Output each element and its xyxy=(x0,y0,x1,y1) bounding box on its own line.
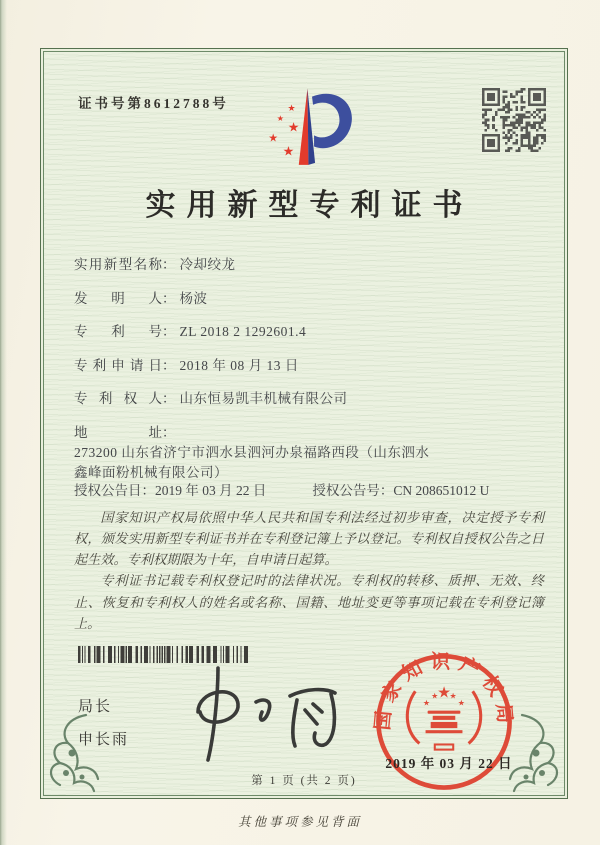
certificate-title: 实用新型专利证书 xyxy=(145,189,474,222)
page-number: 第 1 页 (共 2 页) xyxy=(251,775,357,787)
field-value: 273200 山东省济宁市泗水县泗河办泉福路西段（山东泗水鑫峰面粉机械有限公司） xyxy=(74,444,430,480)
svg-text:★: ★ xyxy=(422,698,431,708)
field-label: 地址 xyxy=(74,424,162,440)
field-value: ZL 2018 2 1292601.4 xyxy=(179,324,307,339)
grant-number: 授权公告号：CN 208651012 U xyxy=(312,483,490,498)
qr-code-icon xyxy=(482,88,546,152)
legal-paragraph-2: 专利证书记载专利权登记时的法律状况。专利权的转移、质押、无效、终止、恢复和专利权人的姓名或名称、国籍、地址变更等事项记载在专利登记簿上。 xyxy=(74,573,544,631)
field-value: 冷却绞龙 xyxy=(179,257,236,272)
field-row-inventor: 发明人： 杨波 xyxy=(74,289,544,309)
cnipa-patent-logo-icon xyxy=(256,60,366,172)
field-value: 杨波 xyxy=(179,290,208,306)
field-label: 发明人 xyxy=(74,290,162,306)
director-title: 局长 xyxy=(78,698,113,715)
svg-text:★: ★ xyxy=(287,119,300,135)
field-value: 2018 年 08 月 13 日 xyxy=(179,357,299,373)
field-row-patentee: 专利权人： 山东恒易凯丰机械有限公司 xyxy=(74,389,544,409)
scan-edge xyxy=(0,0,7,845)
svg-text:国家知识产权局: 国家知识产权局 xyxy=(372,652,516,732)
svg-text:★: ★ xyxy=(431,691,439,701)
grant-date: 授权公告日：2019 年 03 月 22 日 xyxy=(74,483,267,498)
grant-row xyxy=(74,479,554,499)
field-row-patent-no: 专利号： ZL 2018 2 1292601.4 xyxy=(74,322,544,342)
certificate-inner xyxy=(43,51,565,796)
svg-text:★: ★ xyxy=(276,114,285,124)
field-row-address: 地址：273200 山东省济宁市泗水县泗河办泉福路西段（山东泗水鑫峰面粉机械有限公司） xyxy=(74,423,544,483)
field-label: 专利号 xyxy=(74,324,162,339)
field-label: 实用新型名称 xyxy=(74,257,162,272)
legal-paragraph-1: 国家知识产权局依照中华人民共和国专利法经过初步审查，决定授予专利权，颁发实用新型专利证书并在专利登记簿上予以登记。专利权自授权公告之日起生效。专利权期限为十年，自申请日起算。 xyxy=(74,510,544,568)
svg-text:★: ★ xyxy=(457,698,466,708)
svg-text:★: ★ xyxy=(287,102,296,113)
seal-date: 2019 年 03 月 22 日 xyxy=(385,756,513,771)
svg-text:★: ★ xyxy=(268,132,279,145)
field-label: 专利申请日 xyxy=(74,357,162,373)
certificate-frame xyxy=(40,48,568,799)
field-row-name: 实用新型名称： 冷却绞龙 xyxy=(74,255,544,275)
field-label: 专利权人 xyxy=(74,391,162,406)
director-name: 申长雨 xyxy=(78,731,130,748)
certificate-number: 证书号第8612788号 xyxy=(78,96,229,111)
legal-text xyxy=(74,507,544,634)
svg-text:★: ★ xyxy=(282,143,295,159)
field-list xyxy=(74,255,544,496)
svg-text:★: ★ xyxy=(437,684,451,702)
field-value: 山东恒易凯丰机械有限公司 xyxy=(179,391,348,406)
director-signature xyxy=(154,650,354,770)
field-row-filing-date: 专利申请日： 2018 年 08 月 13 日 xyxy=(74,356,544,376)
svg-text:★: ★ xyxy=(449,691,457,701)
back-note: 其他事项参见背面 xyxy=(237,815,362,829)
